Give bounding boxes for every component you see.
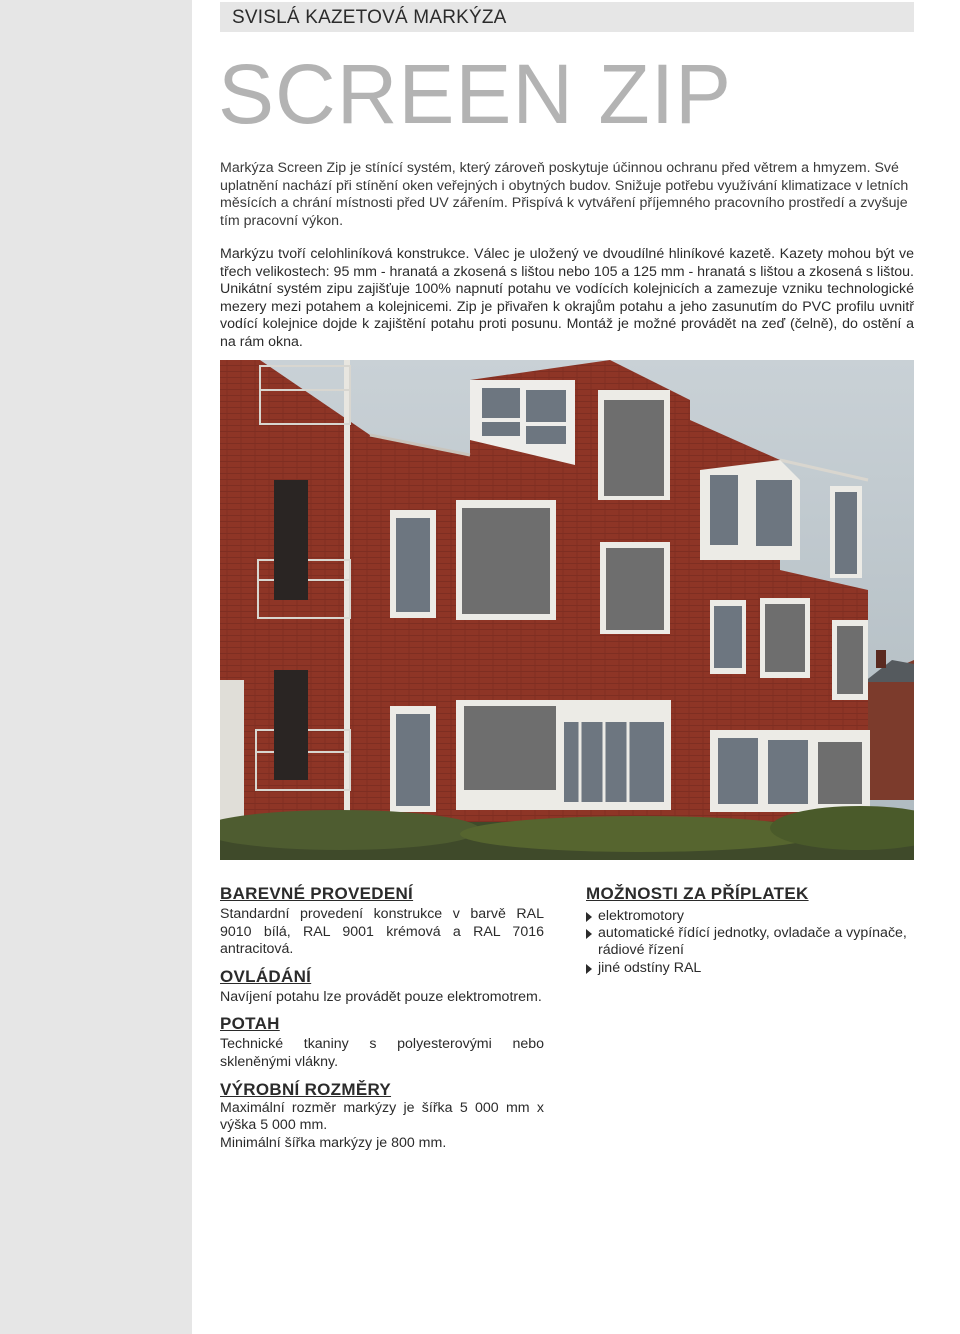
section-header-bar: [220, 2, 914, 32]
fabric-body: Technické tkaniny s polyesterovými nebo skleněnými vlákny.: [220, 1036, 544, 1070]
right-info-column: [586, 884, 916, 977]
fabric-heading: POTAH: [220, 1014, 280, 1034]
list-item: [586, 908, 916, 925]
intro-paragraph-1: Markýza Screen Zip je stínící systém, který zároveň poskytuje účinnou ochranu před větrem a hmyzem. Své uplatnění nachází při stínění oken veřejných i obytných budov. Snižuje potřebu využívání klimatizace v letních měsících a chrání místnosti před UV zářením. Přispívá k vytváření příjemného pracovního prostředí a zvyšuje tím pracovní výkon.: [220, 160, 909, 229]
page-title: SCREEN ZIP: [218, 47, 733, 141]
section-label: SVISLÁ KAZETOVÁ MARKÝZA: [232, 7, 507, 28]
left-margin-band: [0, 0, 192, 1334]
building-illustration: [220, 360, 914, 860]
dimensions-body-min: Minimální šířka markýzy je 800 mm.: [220, 1134, 447, 1151]
options-list: [586, 908, 916, 977]
color-body: Standardní provedení konstrukce v barvě RAL 9010 bílá, RAL 9001 krémová a RAL 7016 antracitová.: [220, 906, 544, 958]
option-label: jiné odstíny RAL: [598, 959, 702, 976]
arrow-right-icon: [586, 912, 592, 922]
list-item: [586, 960, 916, 977]
option-label: automatické řídící jednotky, ovladače a vypínače, rádiové řízení: [598, 925, 907, 959]
arrow-right-icon: [586, 964, 592, 974]
building-photo: [220, 360, 914, 860]
arrow-right-icon: [586, 929, 592, 939]
left-info-column: [220, 884, 544, 1152]
intro-paragraph-2: Markýzu tvoří celohliníková konstrukce. Válec je uložený ve dvoudílné hliníkové kazetě. Kazety mohou být ve třech velikostech: 95 mm - hranatá a zkosená s lištou nebo 105 a 125 mm - hranatá s lištou a zkosená s lištou. Unikátní systém zipu zajišťuje 100% napnutí potahu ve vodících kolejnicích a zamezuje vzniku technologické mezery mezi potahem a kolejnicemi. Zip je přivařen k okrajům potahu a jeho zasunutím do PVC profilu uvnitř vodící kolejnice dojde k zajištění potahu proti posunu. Montáž je možné provádět na zeď (čelně), do ostění a na rám okna.: [220, 246, 914, 350]
option-label: elektromotory: [598, 908, 684, 924]
dimensions-heading: VÝROBNÍ ROZMĚRY: [220, 1079, 392, 1099]
list-item: [586, 925, 916, 959]
options-heading: MOŽNOSTI ZA PŘÍPLATEK: [586, 884, 809, 903]
dimensions-body-max: Maximální rozměr markýzy je šířka 5 000 mm x výška 5 000 mm.: [220, 1099, 544, 1134]
color-heading: BAREVNÉ PROVEDENÍ: [220, 884, 414, 903]
control-heading: OVLÁDÁNÍ: [220, 966, 312, 986]
control-body: Navíjení potahu lze provádět pouze elektromotrem.: [220, 988, 542, 1005]
